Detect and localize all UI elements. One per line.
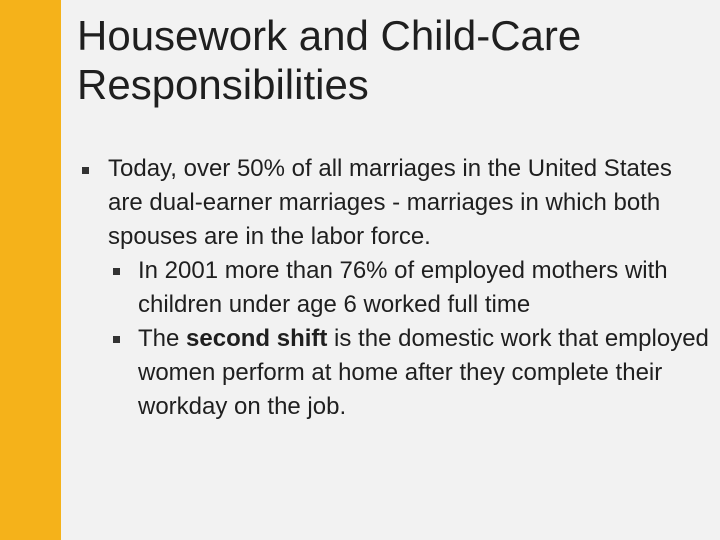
- square-bullet-icon: [82, 167, 89, 174]
- sub-bullet-text-before: The: [138, 325, 187, 352]
- slide-content: [61, 0, 720, 540]
- sub-bullet-text-after: is the domestic work that employed women perform at home after they complete their workday on the job.: [138, 325, 709, 420]
- accent-bar: [0, 0, 61, 540]
- square-bullet-icon: [113, 336, 120, 343]
- sub-bullet-item-employed-mothers: [61, 254, 711, 322]
- bullet-text: Today, over 50% of all marriages in the United States are dual-earner marriages - marriages in which both spouses are in the labor force.: [108, 155, 672, 250]
- bullet-list: [61, 152, 711, 424]
- slide-title: Housework and Child-Care Responsibilities: [77, 12, 582, 108]
- sub-bullet-item-second-shift: [61, 322, 711, 424]
- bold-term-second-shift: second shift: [186, 325, 328, 352]
- square-bullet-icon: [113, 268, 120, 275]
- sub-bullet-text: In 2001 more than 76% of employed mothers with children under age 6 worked full time: [138, 257, 668, 318]
- bullet-item-dual-earner: [61, 152, 711, 254]
